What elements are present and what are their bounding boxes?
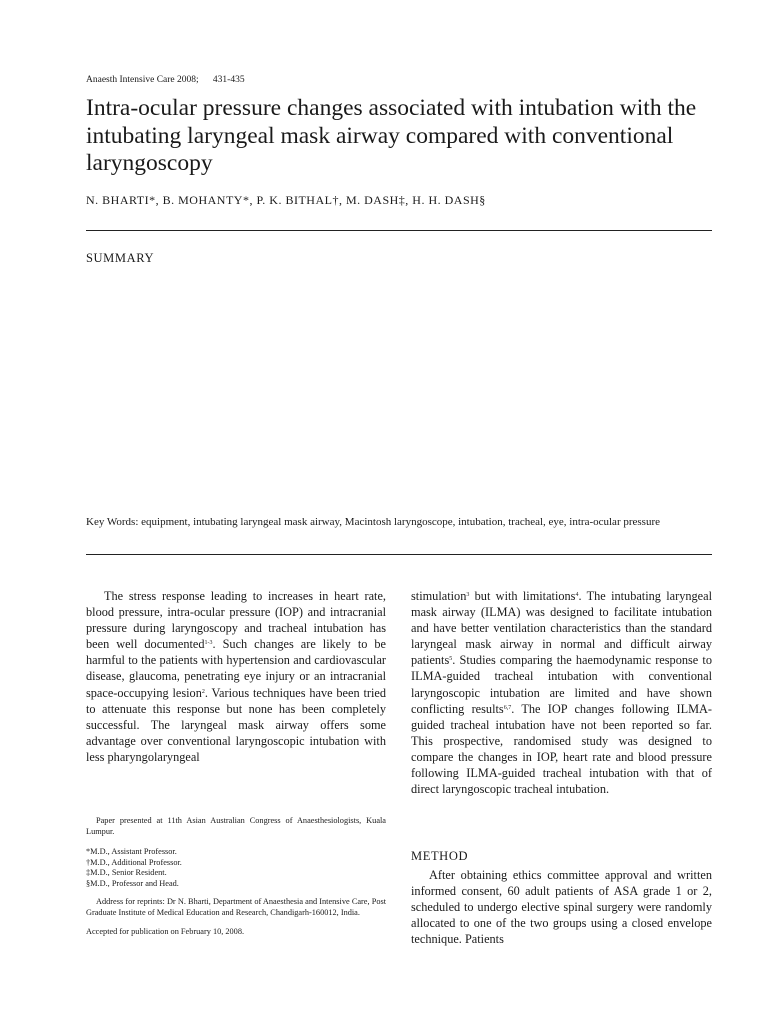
body-column-right [411, 588, 712, 797]
method-heading: METHOD [411, 849, 469, 863]
journal-name: Anaesth Intensive Care 2008; [86, 75, 199, 85]
intro-paragraph-1 [86, 588, 386, 765]
journal-citation [86, 75, 245, 85]
top-divider [86, 230, 712, 231]
body-column-left [86, 588, 386, 765]
reference-superscript: 6,7 [503, 704, 512, 711]
reference-superscript: 2 [201, 688, 205, 695]
text-run: The stress response leading to increases in heart rate, blood pressure, intra-ocular pressure (IOP) and intracranial pressure during laryngoscopy and tracheal intubation has been well documented [86, 589, 386, 652]
footnote-paper-presented: Paper presented at 11th Asian Australian Congress of Anaesthesiologists, Kuala Lumpur. [86, 816, 386, 836]
footnote-affiliation: *M.D., Assistant Professor. [86, 847, 177, 856]
footnotes [86, 816, 386, 938]
footnote-accepted-date: Accepted for publication on February 10, 2008. [86, 927, 245, 936]
text-run: stimulation [411, 589, 467, 603]
text-run: . Such changes are likely to be harmful to the patients with hypertension and cardiovascular disease, glaucoma, penetrating eye injury or an intracranial space-occupying lesion [86, 637, 386, 700]
bottom-divider [86, 554, 712, 555]
footnote-affiliation: ‡M.D., Senior Resident. [86, 868, 167, 877]
text-run: but with limitations [469, 589, 576, 603]
footnote-affiliation: §M.D., Professor and Head. [86, 878, 179, 888]
text-run: . The IOP changes following ILMA-guided tracheal intubation have not been reported so far. This prospective, randomised study was designed to compare the changes in IOP, heart rate and blood pressure following ILMA-guided tracheal intubation with that of direct laryngoscopic tracheal intubation. [411, 701, 712, 797]
reference-superscript: 4 [575, 592, 579, 598]
author-list: N. BHARTI*, B. MOHANTY*, P. K. BITHAL†, M. DASH‡, H. H. DASH§ [86, 193, 486, 207]
page-range: 431-435 [212, 75, 245, 85]
intro-paragraph-2 [411, 588, 712, 797]
method-paragraph-1: After obtaining ethics committee approval and written informed consent, 60 adult patients of ASA grade 1 or 2, scheduled to undergo elective spinal surgery were randomly allocated to one of the two groups using a closed envelope technique. Patients [411, 868, 712, 947]
reference-superscript: 5 [449, 656, 453, 663]
text-run: . Various techniques have been tried to attenuate this response but none has been completely successful. The laryngeal mask airway offers some advantage over conventional laryngoscopic intubation with less pharyngolaryngeal [86, 685, 386, 764]
footnote-affiliation: †M.D., Additional Professor. [86, 857, 182, 867]
reference-superscript: 3 [466, 592, 470, 598]
keywords [86, 515, 712, 530]
reference-superscript: 1-3 [204, 640, 213, 647]
summary-heading: SUMMARY [86, 251, 155, 265]
text-run: . The intubating laryngeal mask airway (ILMA) was designed to facilitate intubation and have better ventilation characteristics than the standard laryngeal mask airway in normal and difficult airway patients [411, 589, 712, 668]
method-column [411, 867, 712, 947]
keywords-text: equipment, intubating laryngeal mask airway, Macintosh laryngoscope, intubation, tracheal, eye, intra-ocular pressure [141, 516, 661, 528]
article-title: Intra-ocular pressure changes associated with intubation with the intubating laryngeal mask airway compared with conventional laryngoscopy [86, 95, 697, 176]
text-run: . Studies comparing the haemodynamic response to ILMA-guided tracheal intubation with conventional laryngoscopic intubation are limited and have shown conflicting results [411, 653, 712, 716]
footnote-reprints-address: Address for reprints: Dr N. Bharti, Department of Anaesthesia and Intensive Care, Post Graduate Institute of Medical Education and Research, Chandigarh-160012, India. [86, 897, 386, 917]
keywords-label: Key Words: [86, 516, 139, 528]
